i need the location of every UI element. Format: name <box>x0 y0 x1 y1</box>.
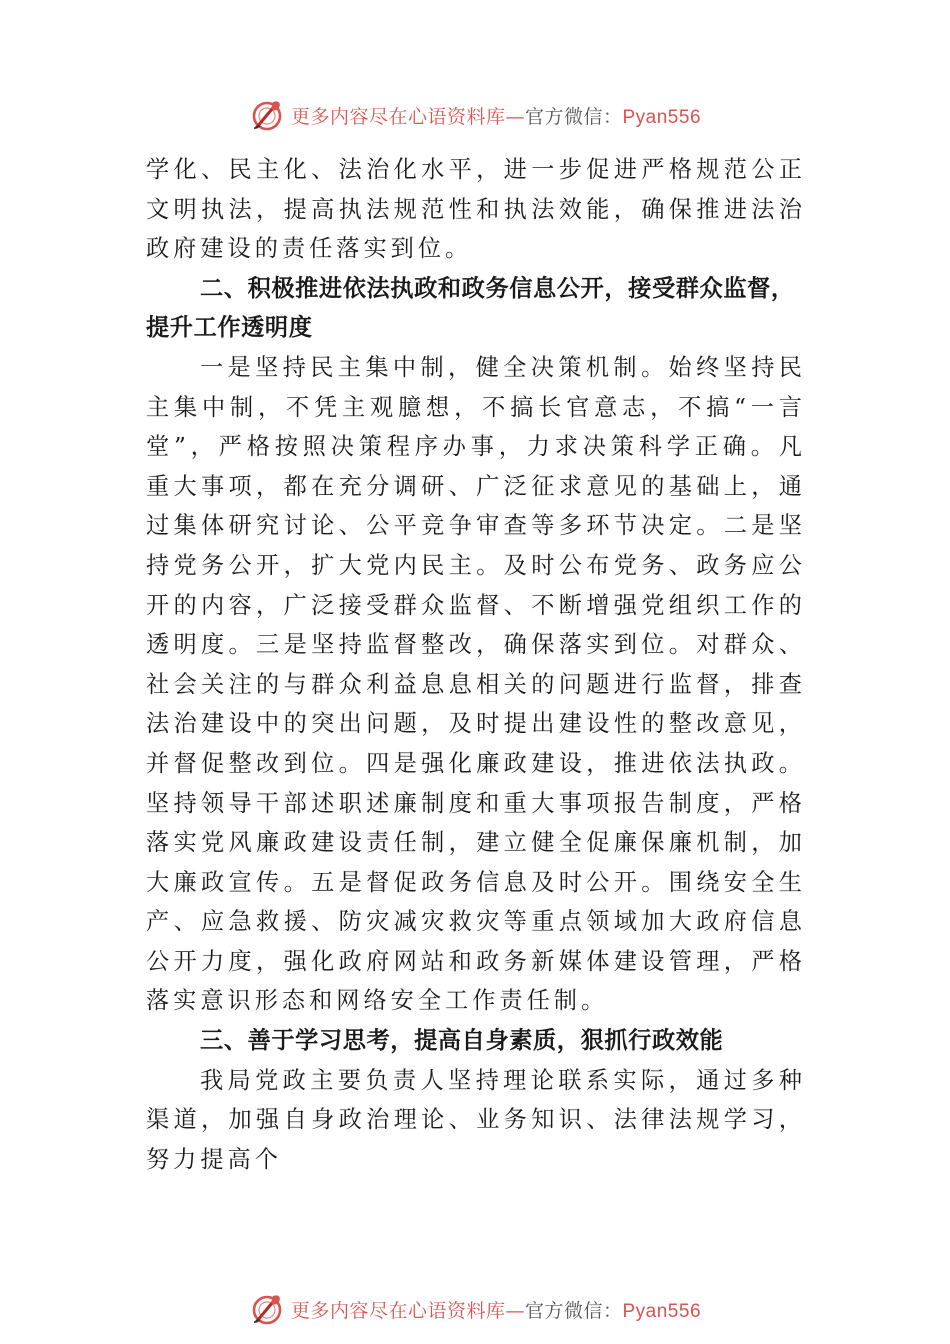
banner-wechat-label: 官方微信： <box>524 105 623 128</box>
banner-main-text: 更多内容尽在心语资料库 <box>290 1299 506 1322</box>
banner-wechat-account: Pyan556 <box>622 1300 702 1322</box>
banner-wechat-label: 官方微信： <box>524 1299 623 1322</box>
paragraph-section-2: 一是坚持民主集中制，健全决策机制。始终坚持民主集中制，不凭主观臆想，不搞长官意志，不搞“一言堂”，严格按照决策程序办事，力求决策科学正确。凡重大事项，都在充分调研、广泛征求意见的基础上，通过集体研究讨论、公平竞争审查等多环节决定。二是坚持党务公开，扩大党内民主。及时公布党务、政务应公开的内容，广泛接受群众监督、不断增强党组织工作的透明度。三是坚持监督整改，确保落实到位。对群众、社会关注的与群众利益息息相关的问题进行监督，排查法治建设中的突出问题，及时提出建设性的整改意见，并督促整改到位。四是强化廉政建设，推进依法执政。坚持领导干部述职述廉制度和重大事项报告制度，严格落实党风廉政建设责任制，建立健全促廉保廉机制，加大廉政宣传。五是督促政务信息及时公开。围绕安全生产、应急救援、防灾减灾救灾等重点领域加大政府信息公开力度，强化政府网站和政务新媒体建设管理，严格落实意识形态和网络安全工作责任制。 <box>146 353 806 1015</box>
document-body <box>146 150 806 1179</box>
banner-wechat-account: Pyan556 <box>622 106 702 128</box>
quill-pen-logo-icon <box>249 97 285 133</box>
banner-text <box>291 102 701 129</box>
header-banner <box>0 95 950 135</box>
banner-dash: — <box>505 105 525 128</box>
banner-main-text: 更多内容尽在心语资料库 <box>290 105 506 128</box>
section-heading-2: 二、积极推进依法执政和政务信息公开，接受群众监督，提升工作透明度 <box>146 274 795 342</box>
paragraph-continued: 学化、民主化、法治化水平，进一步促进严格规范公正文明执法，提高执法规范性和执法效能，确保推进法治政府建设的责任落实到位。 <box>146 156 806 263</box>
section-heading-3: 三、善于学习思考，提高自身素质，狠抓行政效能 <box>200 1027 724 1055</box>
footer-banner <box>0 1289 950 1329</box>
quill-pen-logo-icon <box>249 1291 285 1327</box>
banner-dash: — <box>505 1299 525 1322</box>
banner-text <box>291 1296 701 1323</box>
paragraph-section-3: 我局党政主要负责人坚持理论联系实际，通过多种渠道，加强自身政治理论、业务知识、法律法规学习，努力提高个 <box>146 1066 806 1173</box>
